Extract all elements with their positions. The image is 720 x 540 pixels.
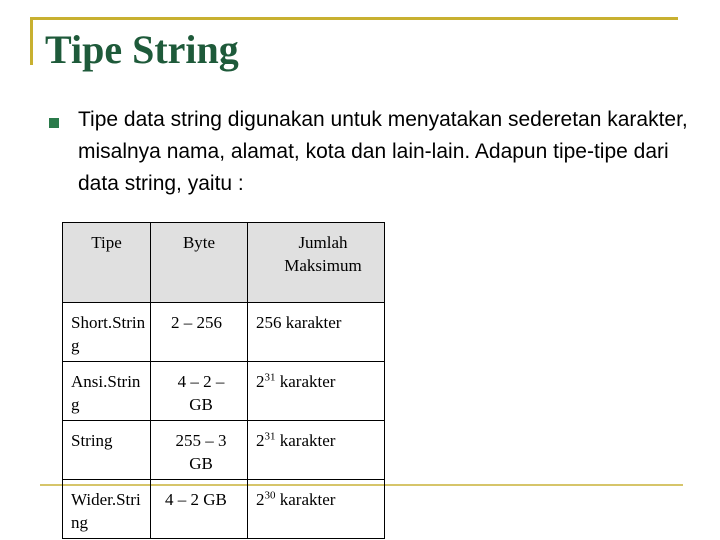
slide-title: Tipe String (45, 27, 239, 72)
cell-byte: 2 – 256 (151, 303, 248, 362)
header-cell-tipe: Tipe (63, 223, 151, 303)
max-base: 2 (256, 431, 265, 450)
max-unit: karakter (279, 490, 336, 509)
table-row (63, 303, 385, 362)
cell-max: 256 karakter (248, 303, 385, 362)
max-exponent: 30 (264, 489, 276, 502)
header-cell-byte: Byte (151, 223, 248, 303)
cell-tipe: Ansi.String (63, 362, 151, 421)
max-base: 2 (256, 372, 265, 391)
cell-max (248, 362, 385, 421)
slide-frame-top-line (30, 17, 678, 20)
table-row (63, 362, 385, 421)
cell-max (248, 421, 385, 480)
bullet-text: Tipe data string digunakan untuk menyatakan sederetan karakter, misalnya nama, alamat, kota dan lain-lain. Adapun tipe-tipe dari data string, yaitu : (78, 108, 688, 195)
max-base: 2 (256, 490, 265, 509)
table-row (63, 421, 385, 480)
cell-byte: 255 – 3 GB (151, 421, 248, 480)
cell-byte: 4 – 2 GB (151, 480, 248, 539)
max-exponent: 31 (264, 430, 276, 443)
slide-frame-left-line (30, 17, 33, 65)
table-row (63, 480, 385, 539)
max-exponent: 31 (264, 371, 276, 384)
bullet-square-icon (49, 118, 59, 128)
max-unit: karakter (279, 431, 336, 450)
cell-tipe: Short.String (63, 303, 151, 362)
max-unit: karakter (279, 372, 336, 391)
cell-byte: 4 – 2 – GB (151, 362, 248, 421)
table-header-row (63, 223, 385, 303)
cell-tipe: String (63, 421, 151, 480)
header-cell-jumlah-maksimum: Jumlah Maksimum (248, 223, 385, 303)
string-types-table (62, 222, 385, 539)
cell-tipe: Wider.String (63, 480, 151, 539)
cell-max (248, 480, 385, 539)
